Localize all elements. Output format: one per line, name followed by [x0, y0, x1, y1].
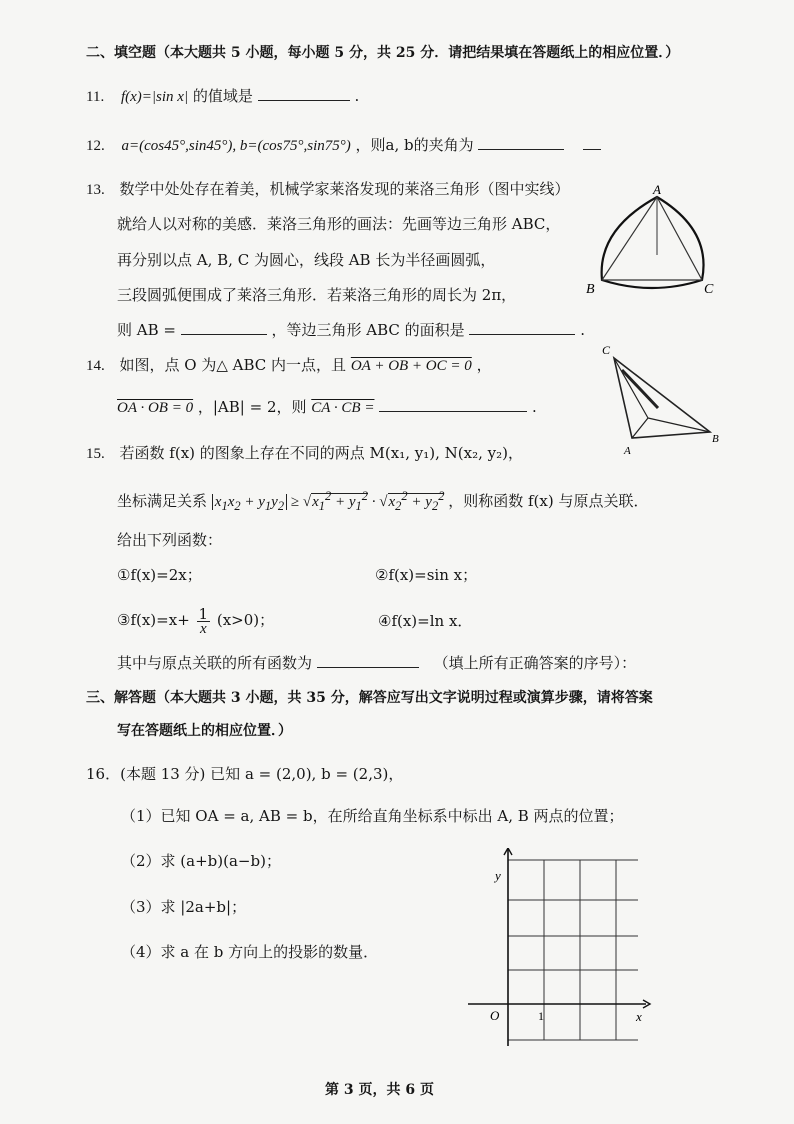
q16-part-3: （3）求 |2a+b|；: [121, 898, 247, 916]
q15-answer-blank: [317, 653, 419, 668]
q14-dot-product: OA · OB = 0: [117, 400, 194, 416]
q14-end-1: ，: [476, 356, 492, 374]
question-11: [86, 86, 359, 107]
label-b: B: [586, 282, 595, 297]
q13-line-5: [117, 320, 585, 340]
q12-expression: a=(cos45°,sin45°), b=(cos75°,sin75°): [121, 138, 351, 154]
q12-answer-blank-2: [583, 135, 601, 150]
q13-line-2: 就给人以对称的美感．莱洛三角形的画法：先画等边三角形 ABC，: [117, 215, 561, 233]
page-footer: 第 3 页，共 6 页: [325, 1082, 434, 1098]
q15-answer-line: [117, 653, 636, 673]
q14-end-2: .: [532, 398, 537, 416]
q14-text: 如图，点 O 为△ ABC 内一点，且: [119, 356, 347, 374]
question-15-line-2: [117, 486, 648, 516]
q15-option-3: [117, 603, 274, 637]
q14-answer-blank: [379, 397, 527, 412]
q13-end: .: [580, 321, 586, 339]
question-number: 15.: [86, 446, 105, 462]
q15-option-4: ④f(x)=ln x．: [378, 612, 473, 630]
coordinate-grid: [468, 848, 658, 1048]
q15-answer-suffix: （填上所有正确答案的序号）：: [433, 654, 637, 672]
q15-inequality: $x_1x_2 + y_1y_2 \ge √x_1^2 + y_1^2 \cdot √x_2^2 + y_2^2$: [212, 493, 448, 510]
grid-lines: [508, 860, 638, 1040]
q14-mid: ，|AB| = 2，则: [197, 398, 307, 416]
q11-text: 的值域是: [192, 87, 253, 105]
q14-ca-cb: CA · CB =: [311, 400, 375, 416]
section-3-heading-line-2: 写在答题纸上的相应位置．）: [117, 723, 292, 739]
q15-answer-prefix: 其中与原点关联的所有函数为: [117, 654, 313, 672]
q15-option-2: ②f(x)=sin x；: [375, 566, 478, 584]
q15-opt3-suffix: (x>0)；: [216, 611, 275, 629]
tick-label-1: 1: [538, 1009, 544, 1023]
q15-fraction: $\frac{1}{x}$: [198, 604, 209, 637]
question-14-line-2: [117, 397, 537, 418]
q16-part-1: （1）已知 OA = a, AB = b，在所给直角坐标系中标出 A, B 两点的位置；: [121, 807, 624, 825]
q15-given: 给出下列函数：: [117, 531, 223, 549]
triangle-abc: [614, 358, 710, 438]
reuleaux-triangle-figure: [582, 180, 722, 300]
q13-answer-blank-1: [181, 320, 267, 335]
q13-prefix: 则 AB =: [117, 321, 176, 339]
equilateral-triangle: [602, 197, 702, 280]
q15-option-1: ①f(x)=2x；: [117, 566, 202, 584]
shaded-vector: [622, 370, 658, 408]
origin-label: O: [490, 1008, 500, 1023]
question-number: 12.: [86, 138, 105, 154]
label-c: C: [704, 282, 714, 297]
question-number: 11.: [86, 89, 105, 105]
question-number: 14.: [86, 358, 105, 374]
label-b: B: [712, 433, 719, 445]
q15-text: 若函数 f(x) 的图象上存在不同的两点 M(x₁, y₁), N(x₂, y₂)，: [119, 444, 523, 462]
triangle-abc-figure: [596, 340, 726, 460]
reuleaux-outline: [602, 197, 704, 288]
q13-text: 数学中处处存在着美，机械学家莱洛发现的莱洛三角形（图中实线）: [119, 180, 570, 198]
q15-suffix: ，则称函数 f(x) 与原点关联．: [448, 492, 649, 510]
x-axis-label: x: [636, 1009, 642, 1024]
q12-answer-blank: [478, 135, 564, 150]
q11-answer-blank: [258, 86, 350, 101]
section-3-heading-line-1: 三、解答题（本大题共 3 小题，共 35 分，解答应写出文字说明过程或演算步骤，请将答案: [86, 690, 653, 706]
q16-part-2: （2）求 (a+b)(a−b)；: [121, 852, 281, 870]
q16-part-4: （4）求 a 在 b 方向上的投影的数量．: [121, 943, 379, 961]
q11-end: .: [354, 87, 360, 105]
section-2-heading: 二、填空题（本大题共 5 小题，每小题 5 分，共 25 分．请把结果填在答题纸上的相应位置．）: [86, 45, 680, 61]
q13-answer-blank-2: [469, 320, 575, 335]
question-14-line-1: [86, 355, 492, 376]
q15-opt3-prefix: ③f(x)=x+: [117, 611, 190, 629]
q12-text: ，则a, b的夹角为: [355, 136, 474, 154]
y-axis-label: y: [495, 868, 501, 883]
question-15-line-1: [86, 443, 523, 464]
question-number: 13.: [86, 182, 105, 198]
label-a: A: [653, 182, 661, 197]
q14-vector-sum: OA + OB + OC = 0: [350, 358, 472, 374]
label-a: A: [624, 445, 631, 457]
q13-line-3: 再分别以点 A, B, C 为圆心，线段 AB 长为半径画圆弧，: [117, 251, 496, 269]
question-13-line-1: [86, 179, 570, 200]
question-12: [86, 135, 601, 156]
q11-expression: f(x)=|sin x|: [120, 89, 189, 105]
q13-line-4: 三段圆弧便围成了莱洛三角形．若莱洛三角形的周长为 2π，: [117, 286, 517, 304]
question-16-head: 16．(本题 13 分) 已知 a = (2,0), b = (2,3)，: [86, 765, 404, 783]
q15-prefix: 坐标满足关系: [117, 492, 208, 510]
q13-mid: ，等边三角形 ABC 的面积是: [271, 321, 465, 339]
label-c: C: [602, 343, 611, 357]
